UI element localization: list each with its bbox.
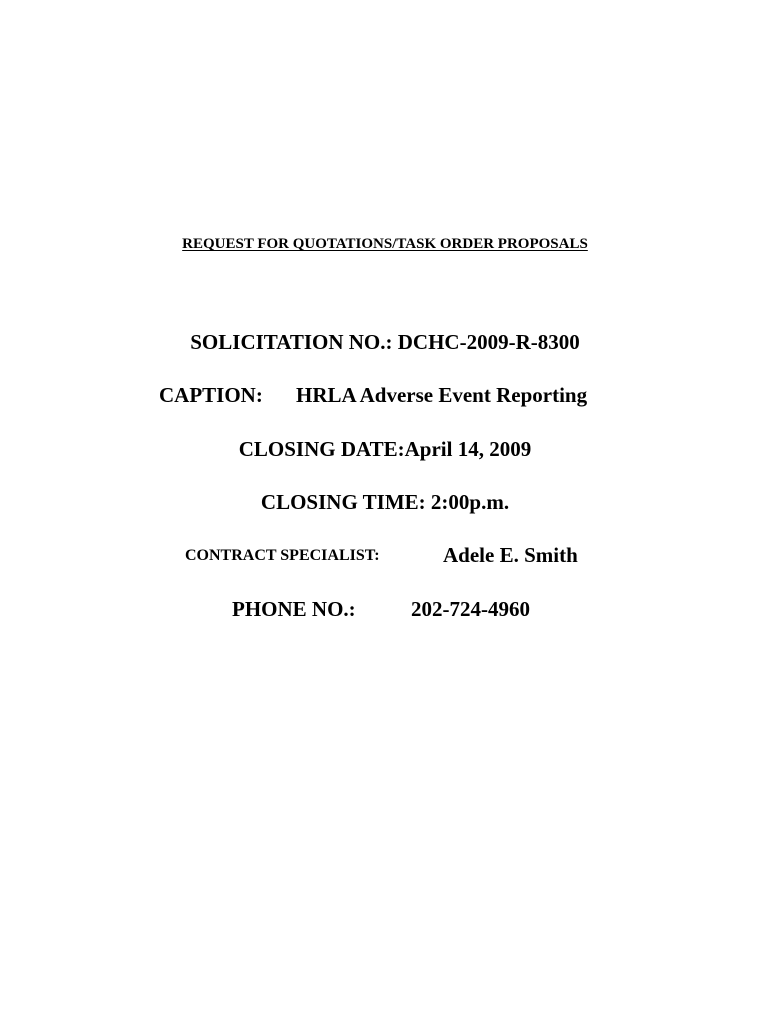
phone-number: 202-724-4960 xyxy=(411,597,530,621)
document-heading: REQUEST FOR QUOTATIONS/TASK ORDER PROPOSALS xyxy=(182,236,588,252)
closing-time: CLOSING TIME: 2:00p.m. xyxy=(260,490,510,514)
caption-value: HRLA Adverse Event Reporting xyxy=(296,383,588,407)
phone-label: PHONE NO.: xyxy=(232,597,356,621)
caption-label: CAPTION: xyxy=(159,383,263,407)
solicitation-number: SOLICITATION NO.: DCHC-2009-R-8300 xyxy=(190,330,580,354)
closing-date: CLOSING DATE:April 14, 2009 xyxy=(238,437,532,461)
contract-specialist-name: Adele E. Smith xyxy=(443,543,578,567)
contract-specialist-label: CONTRACT SPECIALIST: xyxy=(185,547,380,564)
